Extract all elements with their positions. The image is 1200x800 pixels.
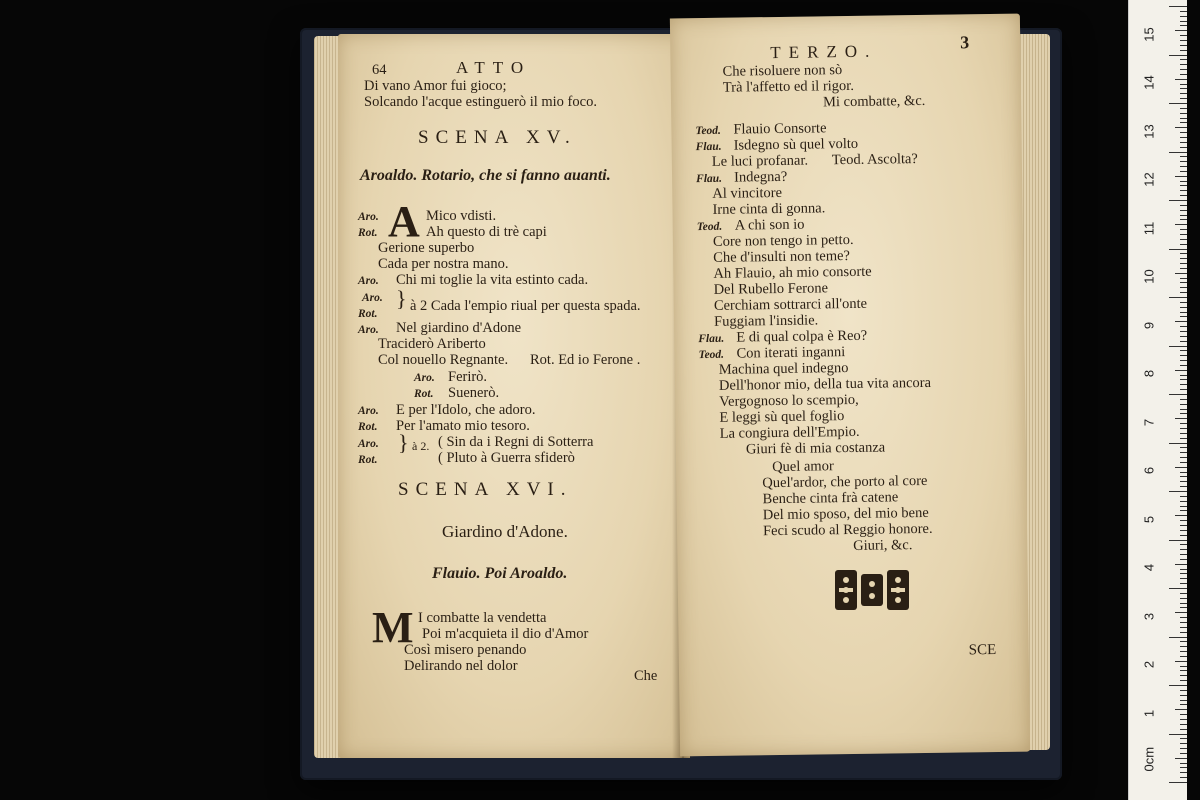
ruler-tick bbox=[1180, 375, 1187, 376]
text-line: Solcando l'acque estinguerò il mio foco. bbox=[364, 94, 597, 110]
ruler-tick bbox=[1180, 360, 1187, 361]
text-line: Giuri fè di mia costanza bbox=[745, 439, 886, 458]
ruler-tick bbox=[1180, 535, 1187, 536]
ruler-number: 13 bbox=[1141, 123, 1157, 139]
ruler-tick bbox=[1180, 190, 1187, 191]
ruler-tick bbox=[1180, 69, 1187, 70]
ruler-tick bbox=[1169, 491, 1187, 492]
ruler-tick bbox=[1180, 379, 1187, 380]
dialogue-line: Chi mi toglie la vita estinto cada. bbox=[396, 272, 589, 288]
ruler-tick bbox=[1180, 413, 1187, 414]
ruler-tick bbox=[1180, 64, 1187, 65]
ruler-tick bbox=[1180, 433, 1187, 434]
left-page-number: 64 bbox=[372, 62, 387, 78]
ruler-tick bbox=[1180, 205, 1187, 206]
speaker-label: Rot. bbox=[358, 308, 378, 320]
ruler-tick bbox=[1180, 282, 1187, 283]
text-line: Quel'ardor, che porto al core bbox=[762, 472, 928, 492]
ruler-tick bbox=[1180, 399, 1187, 400]
ruler-tick bbox=[1180, 452, 1187, 453]
text-line: Indegna? bbox=[733, 168, 788, 186]
right-page-number: 3 bbox=[960, 32, 970, 53]
text-line: A chi son io bbox=[734, 216, 805, 234]
text-line: Dell'honor mio, della tua vita ancora bbox=[718, 374, 932, 394]
ruler-tick bbox=[1175, 467, 1187, 468]
ruler-tick bbox=[1180, 108, 1187, 109]
ruler-tick bbox=[1180, 229, 1187, 230]
speaker-label: Rot. bbox=[358, 421, 378, 433]
ruler-tick bbox=[1169, 588, 1187, 589]
ruler-tick bbox=[1180, 219, 1187, 220]
text-line: I combatte la vendetta bbox=[418, 610, 547, 626]
right-running-header: TERZO. bbox=[770, 41, 878, 63]
ruler-tick bbox=[1180, 292, 1187, 293]
ruler-number: 12 bbox=[1141, 172, 1157, 187]
text-line: La congiura dell'Empio. bbox=[719, 423, 860, 442]
ruler-tick bbox=[1180, 767, 1187, 768]
ruler-tick bbox=[1180, 118, 1187, 119]
brace-glyph: } bbox=[398, 430, 409, 455]
ruler-tick bbox=[1175, 273, 1187, 274]
ruler-number: 2 bbox=[1141, 660, 1157, 669]
ruler-tick bbox=[1180, 554, 1187, 555]
ruler-tick bbox=[1180, 113, 1187, 114]
ruler-tick bbox=[1180, 50, 1187, 51]
scene-xvi-setting: Giardino d'Adone. bbox=[442, 522, 568, 541]
ruler-tick bbox=[1180, 244, 1187, 245]
ruler-tick bbox=[1180, 743, 1187, 744]
text-line: Che d'insulti non teme? bbox=[713, 247, 851, 266]
ruler-tick bbox=[1180, 593, 1187, 594]
ruler-tick bbox=[1175, 709, 1187, 710]
ruler-number: 7 bbox=[1141, 418, 1157, 426]
ruler-tick bbox=[1180, 423, 1187, 424]
ruler-tick bbox=[1180, 583, 1187, 584]
ruler-tick bbox=[1180, 84, 1187, 85]
text-line: Al vincitore bbox=[712, 184, 783, 202]
ruler-tick bbox=[1180, 11, 1187, 12]
dialogue-line: Ah questo di trè capi bbox=[426, 224, 547, 240]
ruler-tick bbox=[1180, 438, 1187, 439]
ruler-number: 8 bbox=[1141, 369, 1157, 378]
ruler-tick bbox=[1180, 25, 1187, 26]
ruler-number: 4 bbox=[1141, 563, 1157, 572]
text-line: Di vano Amor fui gioco; bbox=[364, 78, 507, 94]
ruler-tick bbox=[1175, 79, 1187, 80]
text-line: Le luci profanar. bbox=[711, 152, 809, 170]
ruler-tick bbox=[1169, 346, 1187, 347]
text-line: Trà l'affetto ed il rigor. bbox=[722, 77, 855, 96]
ruler-tick bbox=[1180, 729, 1187, 730]
ruler-tick bbox=[1175, 612, 1187, 613]
ruler-tick bbox=[1169, 200, 1187, 201]
catchword: SCE bbox=[968, 641, 997, 659]
ruler-tick bbox=[1180, 549, 1187, 550]
speaker-label: Aro. bbox=[362, 292, 383, 304]
ruler-tick bbox=[1180, 724, 1187, 725]
ruler-tick bbox=[1180, 40, 1187, 41]
ruler-tick bbox=[1180, 428, 1187, 429]
printer-ornament-icon bbox=[835, 570, 909, 610]
ruler-tick bbox=[1180, 544, 1187, 545]
ruler-number: 11 bbox=[1141, 221, 1157, 235]
ruler-tick bbox=[1180, 258, 1187, 259]
ruler-tick bbox=[1180, 476, 1187, 477]
ruler-tick bbox=[1180, 481, 1187, 482]
speaker-label: Teod. bbox=[698, 348, 725, 362]
ruler-tick bbox=[1180, 389, 1187, 390]
ruler-tick bbox=[1180, 656, 1187, 657]
ruler-tick bbox=[1180, 748, 1187, 749]
ruler-tick bbox=[1180, 506, 1187, 507]
ruler-number: 5 bbox=[1141, 515, 1157, 523]
text-line: Cerchiam sottrarci all'onte bbox=[713, 295, 868, 314]
ruler-tick bbox=[1180, 16, 1187, 17]
speaker-label: Aro. bbox=[358, 211, 379, 223]
ruler-tick bbox=[1180, 772, 1187, 773]
text-line: Ah Flauio, ah mio consorte bbox=[713, 263, 872, 282]
ruler-number: 6 bbox=[1141, 466, 1157, 475]
ruler-tick bbox=[1180, 632, 1187, 633]
speaker-label: Aro. bbox=[358, 438, 379, 450]
ruler-tick bbox=[1175, 127, 1187, 128]
dialogue-line: Nel giardino d'Adone bbox=[396, 320, 522, 336]
ruler-tick bbox=[1169, 637, 1187, 638]
text-line: Che risoluere non sò bbox=[722, 62, 843, 80]
ruler-tick bbox=[1180, 409, 1187, 410]
ruler-tick bbox=[1169, 55, 1187, 56]
ruler-tick bbox=[1169, 297, 1187, 298]
ruler-number: 3 bbox=[1141, 612, 1157, 620]
a2-label: à 2. bbox=[412, 439, 430, 453]
ruler-tick bbox=[1175, 418, 1187, 419]
dialogue-line: Rot. Ed io Ferone . bbox=[530, 352, 641, 368]
ruler-tick bbox=[1180, 738, 1187, 739]
ruler-tick bbox=[1180, 670, 1187, 671]
ruler-tick bbox=[1180, 607, 1187, 608]
ruler-tick bbox=[1169, 152, 1187, 153]
ruler-tick bbox=[1175, 515, 1187, 516]
ruler-tick bbox=[1180, 530, 1187, 531]
scene-xvi-cast: Flauio. Poi Aroaldo. bbox=[432, 565, 568, 582]
dialogue-line: ( Sin da i Regni di Sotterra bbox=[438, 434, 594, 450]
speaker-label: Teod. bbox=[695, 124, 721, 138]
ruler-tick bbox=[1180, 287, 1187, 288]
dialogue-line: à 2 Cada l'empio riual per questa spada. bbox=[410, 298, 641, 314]
speaker-label: Rot. bbox=[414, 388, 434, 400]
dialogue-line: Traciderò Ariberto bbox=[378, 336, 486, 352]
ruler-tick bbox=[1180, 74, 1187, 75]
ruler-tick bbox=[1180, 462, 1187, 463]
ruler-tick bbox=[1180, 617, 1187, 618]
ruler-tick bbox=[1169, 394, 1187, 395]
text-line: Irne cinta di gonna. bbox=[712, 200, 826, 218]
text-line: Così misero penando bbox=[404, 642, 527, 658]
ruler-tick bbox=[1180, 695, 1187, 696]
dialogue-line: E per l'Idolo, che adoro. bbox=[396, 402, 536, 418]
ruler-tick bbox=[1180, 166, 1187, 167]
ruler-tick bbox=[1180, 365, 1187, 366]
speaker-label: Rot. bbox=[358, 227, 378, 239]
ruler-tick bbox=[1180, 98, 1187, 99]
text-line: E di qual colpa è Reo? bbox=[736, 327, 868, 346]
ruler-tick bbox=[1180, 641, 1187, 642]
ruler-tick bbox=[1180, 559, 1187, 560]
dialogue-line: Suenerò. bbox=[448, 385, 500, 401]
ruler-tick bbox=[1180, 331, 1187, 332]
ruler-tick bbox=[1180, 45, 1187, 46]
ruler-tick bbox=[1180, 714, 1187, 715]
ruler-tick bbox=[1169, 249, 1187, 250]
text-line: Feci scudo al Reggio honore. bbox=[762, 520, 933, 540]
ruler-tick bbox=[1180, 525, 1187, 526]
ruler-tick bbox=[1180, 569, 1187, 570]
text-line: Isdegno sù quel volto bbox=[733, 135, 859, 154]
ruler-tick bbox=[1180, 88, 1187, 89]
text-line: Flauio Consorte bbox=[733, 120, 827, 138]
ruler-tick bbox=[1180, 690, 1187, 691]
speaker-label: Aro. bbox=[358, 405, 379, 417]
ruler-tick bbox=[1180, 700, 1187, 701]
ruler-tick bbox=[1180, 326, 1187, 327]
ruler-tick bbox=[1180, 35, 1187, 36]
ruler-tick bbox=[1175, 30, 1187, 31]
ruler-tick bbox=[1180, 122, 1187, 123]
text-line: Poi m'acquieta il dio d'Amor bbox=[422, 626, 589, 642]
ruler-tick bbox=[1180, 137, 1187, 138]
dialogue-line: Col nouello Regnante. bbox=[378, 352, 509, 368]
text-line: Teod. Ascolta? bbox=[831, 151, 918, 169]
ruler-tick bbox=[1180, 675, 1187, 676]
ruler-tick bbox=[1175, 176, 1187, 177]
brace-glyph: } bbox=[396, 286, 407, 311]
ruler-tick bbox=[1180, 161, 1187, 162]
ruler-tick bbox=[1180, 302, 1187, 303]
text-line: Delirando nel dolor bbox=[404, 658, 518, 674]
ruler-tick bbox=[1180, 307, 1187, 308]
text-line: Fuggiam l'insidie. bbox=[713, 312, 819, 330]
text-line: Machina quel indegno bbox=[718, 360, 849, 378]
drop-cap-a: A bbox=[388, 197, 420, 246]
ruler-tick bbox=[1180, 195, 1187, 196]
text-line: Del Rubello Ferone bbox=[713, 280, 829, 298]
scene-xv-cast: Aroaldo. Rotario, che si fanno auanti. bbox=[360, 167, 611, 184]
ruler-tick bbox=[1180, 156, 1187, 157]
ruler-tick bbox=[1180, 355, 1187, 356]
ruler-tick bbox=[1180, 598, 1187, 599]
ruler-tick bbox=[1180, 21, 1187, 22]
ruler-number: 0cm bbox=[1141, 746, 1157, 772]
dialogue-line: Gerione superbo bbox=[378, 240, 475, 256]
text-line: Core non tengo in petto. bbox=[712, 231, 854, 250]
ruler-tick bbox=[1180, 181, 1187, 182]
ruler-tick bbox=[1180, 603, 1187, 604]
ruler-tick bbox=[1180, 239, 1187, 240]
scene-xv-heading: SCENA XV. bbox=[418, 127, 577, 148]
left-running-header: ATTO bbox=[456, 58, 532, 77]
ruler-tick bbox=[1180, 132, 1187, 133]
ruler-tick bbox=[1180, 627, 1187, 628]
text-line: Vergognoso lo scempio, bbox=[719, 391, 859, 410]
ruler-tick bbox=[1180, 486, 1187, 487]
ruler-tick bbox=[1180, 763, 1187, 764]
ruler-tick bbox=[1180, 777, 1187, 778]
speaker-label: Teod. bbox=[696, 220, 723, 234]
ruler-tick bbox=[1180, 59, 1187, 60]
text-line: Con iterati inganni bbox=[736, 344, 846, 362]
text-line: Giuri, &c. bbox=[853, 537, 913, 554]
ruler-tick bbox=[1180, 472, 1187, 473]
scene-xvi-heading: SCENA XVI. bbox=[398, 479, 573, 500]
ruler-tick bbox=[1180, 341, 1187, 342]
ruler-tick bbox=[1175, 321, 1187, 322]
text-line: Quel amor bbox=[772, 458, 834, 476]
ruler-tick bbox=[1180, 753, 1187, 754]
ruler-tick bbox=[1180, 719, 1187, 720]
ruler-tick bbox=[1180, 651, 1187, 652]
ruler-tick bbox=[1180, 215, 1187, 216]
ruler-tick bbox=[1180, 268, 1187, 269]
ruler-tick bbox=[1180, 234, 1187, 235]
ruler-tick bbox=[1180, 457, 1187, 458]
ruler-tick bbox=[1169, 734, 1187, 735]
ruler-tick bbox=[1169, 103, 1187, 104]
right-page bbox=[670, 14, 1030, 757]
ruler-tick bbox=[1180, 142, 1187, 143]
ruler-tick bbox=[1169, 782, 1187, 783]
ruler-tick bbox=[1175, 224, 1187, 225]
measuring-ruler bbox=[1128, 0, 1187, 800]
ruler-tick bbox=[1175, 661, 1187, 662]
ruler-tick bbox=[1180, 253, 1187, 254]
ruler-tick bbox=[1180, 704, 1187, 705]
ruler-tick bbox=[1175, 370, 1187, 371]
ruler-tick bbox=[1180, 312, 1187, 313]
catchword: Che bbox=[634, 668, 658, 684]
ruler-tick bbox=[1180, 350, 1187, 351]
speaker-label: Flau. bbox=[698, 332, 725, 346]
ruler-tick bbox=[1180, 404, 1187, 405]
ruler-number: 1 bbox=[1141, 709, 1157, 717]
text-line: Benche cinta frà catene bbox=[762, 489, 899, 508]
ruler-tick bbox=[1180, 501, 1187, 502]
ruler-tick bbox=[1180, 263, 1187, 264]
dialogue-line: Mico vdisti. bbox=[426, 208, 497, 224]
drop-cap-m: M bbox=[372, 603, 414, 652]
speaker-label: Aro. bbox=[358, 275, 379, 287]
ruler-tick bbox=[1180, 520, 1187, 521]
ruler-number: 9 bbox=[1141, 321, 1157, 329]
speaker-label: Flau. bbox=[695, 140, 722, 154]
ruler-tick bbox=[1169, 443, 1187, 444]
ruler-tick bbox=[1180, 316, 1187, 317]
ruler-tick bbox=[1180, 336, 1187, 337]
ruler-tick bbox=[1180, 646, 1187, 647]
ruler-tick bbox=[1175, 564, 1187, 565]
speaker-label: Flau. bbox=[696, 172, 723, 186]
left-page bbox=[338, 34, 690, 758]
speaker-label: Aro. bbox=[414, 372, 435, 384]
ruler-tick bbox=[1180, 384, 1187, 385]
dialogue-line: ( Pluto à Guerra sfiderò bbox=[438, 450, 575, 466]
ruler-tick bbox=[1180, 278, 1187, 279]
ruler-tick bbox=[1180, 210, 1187, 211]
ruler-tick bbox=[1180, 93, 1187, 94]
ruler-tick bbox=[1180, 147, 1187, 148]
ruler-tick bbox=[1180, 680, 1187, 681]
ruler-number: 14 bbox=[1141, 75, 1157, 90]
ruler-tick bbox=[1180, 496, 1187, 497]
ruler-tick bbox=[1175, 758, 1187, 759]
ruler-tick bbox=[1180, 666, 1187, 667]
speaker-label: Rot. bbox=[358, 454, 378, 466]
ruler-tick bbox=[1169, 540, 1187, 541]
ruler-number: 15 bbox=[1141, 26, 1157, 42]
text-line: E leggi sù quel foglio bbox=[719, 408, 845, 426]
dialogue-line: Ferirò. bbox=[448, 369, 488, 385]
ruler-tick bbox=[1169, 6, 1187, 7]
ruler-tick bbox=[1180, 573, 1187, 574]
dialogue-line: Cada per nostra mano. bbox=[378, 256, 509, 272]
dialogue-line: Per l'amato mio tesoro. bbox=[396, 418, 530, 434]
speaker-label: Aro. bbox=[358, 324, 379, 336]
ruler-tick bbox=[1180, 447, 1187, 448]
ruler-tick bbox=[1180, 510, 1187, 511]
ruler-number: 10 bbox=[1141, 269, 1157, 284]
ruler-tick bbox=[1180, 622, 1187, 623]
text-line: Del mio sposo, del mio bene bbox=[762, 504, 929, 524]
ruler-tick bbox=[1180, 171, 1187, 172]
ruler-tick bbox=[1180, 578, 1187, 579]
ruler-tick bbox=[1169, 685, 1187, 686]
ruler-tick bbox=[1180, 185, 1187, 186]
text-line: Mi combatte, &c. bbox=[822, 92, 926, 111]
